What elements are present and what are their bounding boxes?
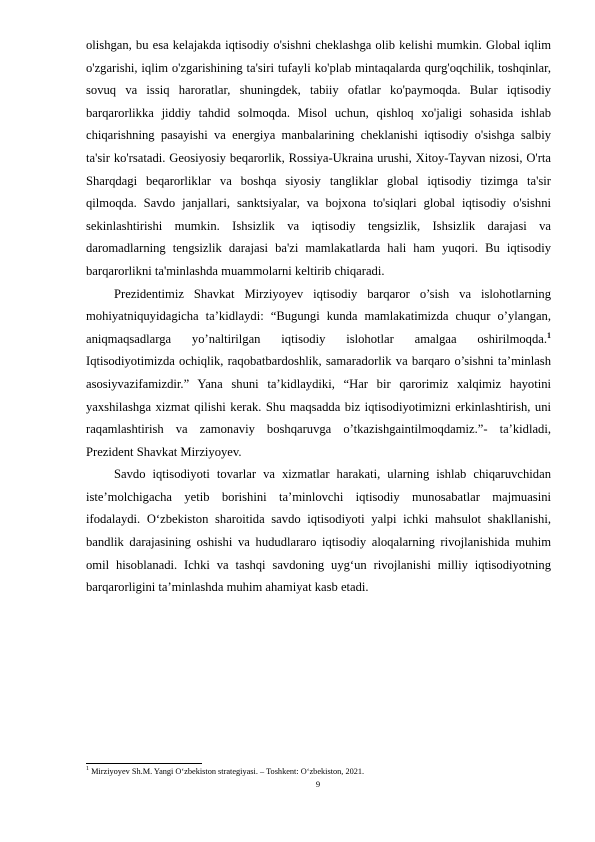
footnote-text: Mirziyoyev Sh.M. Yangi O‘zbekiston strategiyasi. – Toshkent: O‘zbekiston, 2021. xyxy=(89,767,365,776)
footnote-marker: 1 xyxy=(86,766,89,773)
paragraph-3: Savdo iqtisodiyoti tovarlar va xizmatlar harakati, ularning ishlab chiqaruvchidan iste’molchigacha yetib borishini ta’minlovchi iqtisodiy munosabatlar majmuasini ifodalaydi. O‘zbekiston sharoitida savdo iqtisodiyoti yalpi ichki mahsulot shakllanishi, bandlik darajasining oshishi va hududlararo iqtisodiy aloqalarning rivojlanishida muhim omil hisoblanadi. Ichki va tashqi savdoning uyg‘un rivojlanishi milliy iqtisodiyotning barqarorligini ta’minlashda muhim ahamiyat kasb etadi. xyxy=(86,467,551,595)
footnote xyxy=(86,766,556,778)
paragraph-2 xyxy=(86,283,551,464)
paragraph-1: olishgan, bu esa kelajakda iqtisodiy o'sishni cheklashga olib kelishi mumkin. Global iqlim o'zgarishi, iqlim o'zgarishining ta'siri tufayli ko'plab mintaqalarda qurg'oqchilik, toshqinlar, sovuq va issiq haroratlar, shuningdek, tabiiy ofatlar ko'paymoqda. Bular iqtisodiy barqarorlikka jiddiy tahdid solmoqda. Misol uchun, qishloq xo'jaligi sohasida ishlab chiqarishning pasayishi va energiya manbalarining cheklanishi iqtisodiy o'sishga salbiy ta'sir ko'rsatadi. Geosiyosiy beqarorlik, Rossiya-Ukraina urushi, Xitoy-Tayvan nizosi, O'rta Sharqdagi beqarorliklar va boshqa siyosiy tangliklar global iqtisodiy tizimga ta'sir qilmoqda. Savdo janjallari, sanktsiyalar, va bojxona to'siqlari global iqtisodiy o'sishni sekinlashtirishi mumkin. Ishsizlik va iqtisodiy tengsizlik, Ishsizlik darajasi va daromadlarning tengsizlik darajasi ba'zi mamlakatlarda hali ham yuqori. Bu iqtisodiy barqarorlikni ta'minlashda muammolarni keltirib chiqaradi. xyxy=(86,38,551,278)
page-body xyxy=(86,34,551,599)
paragraph-2-part-a: Prezidentimiz Shavkat Mirziyoyev iqtisodiy barqaror o’sish va islohotlarning mohiyatniquyidagicha ta’kidlaydi: “Bugungi kunda mamlakatimizda chuqur o’ylangan, aniqmaqsadlarga yo’naltirilgan iqtisodiy islohotlar amalgaa oshirilmoqda. xyxy=(86,286,551,346)
paragraph-2-part-b: Iqtisodiyotimizda ochiqlik, raqobatbardoshlik, samaradorlik va barqaro o’sishni ta’minlash asosiyvazifamizdir.” Yana shuni ta’kidlaydiki, “Har bir qarorimiz xalqimiz hayotini yaxshilashga xizmat qilishi kerak. Shu maqsadda biz iqtisodiyotimizni erkinlashtirish, uni raqamlashtirish va zamonaviy boshqaruvga o’tkazishgaintilmoqdamiz.”- ta’kidladi, Prezident Shavkat Mirziyoyev. xyxy=(86,354,551,459)
page-number: 9 xyxy=(315,779,321,789)
footnote-divider xyxy=(86,763,202,764)
footnote-ref[interactable]: 1 xyxy=(547,330,551,340)
